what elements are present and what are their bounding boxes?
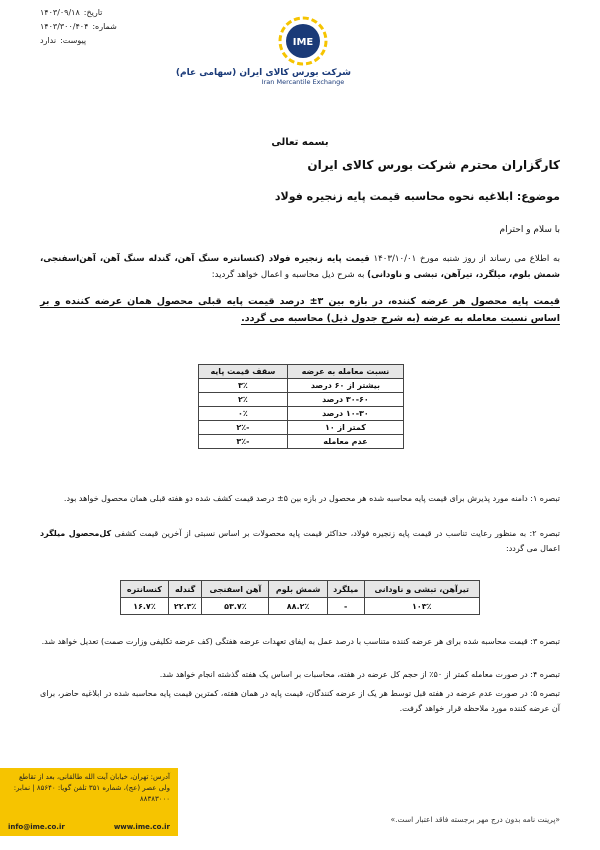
date-label: تاریخ: <box>83 8 103 17</box>
letter-meta <box>40 6 180 48</box>
cap-cell: ۰٪ <box>199 407 288 421</box>
ratio-cell: عدم معامله <box>287 435 403 449</box>
ratio-table <box>198 364 404 449</box>
footer-website[interactable]: www.ime.co.ir <box>113 823 170 831</box>
number-label: شماره: <box>92 22 117 31</box>
product-header: میلگرد <box>327 581 364 598</box>
table-row <box>199 435 404 449</box>
number-value: ۱۴۰۳/۳۰۰/۴۰۴ <box>40 22 89 31</box>
ratio-header-ratio: نسبت معامله به عرضه <box>287 365 403 379</box>
subject-line: موضوع: ابلاغیه نحوه محاسبه قیمت پایه زنجیره فولاد <box>274 190 560 203</box>
product-header: آهن اسفنجی <box>202 581 269 598</box>
intro-part-2: قیمت پایه زنجیره فولاد (کنسانتره سنگ آهن، گندله سنگ آهن، آهن‌اسفنجی، شمش بلوم، میلگرد، تیرآهن، تبشی و ناودانی) <box>40 254 560 280</box>
ratio-header-cap: سقف قیمت پایه <box>199 365 288 379</box>
addressee: کارگزاران محترم شرکت بورس کالای ایران <box>307 158 560 172</box>
ratio-cell: بیشتر از ۶۰ درصد <box>287 379 403 393</box>
ratio-cell: ۳۰-۶۰ درصد <box>287 393 403 407</box>
product-header: کنسانتره <box>121 581 169 598</box>
company-name-en: Iran Mercantile Exchange <box>261 78 345 86</box>
ime-logo <box>175 16 351 86</box>
ime-logo-icon <box>278 16 328 66</box>
cap-cell: ۲٪ <box>199 393 288 407</box>
note-5: تبصره ۵: در صورت عدم عرضه در هفته قبل توسط هر یک از عرضه کنندگان، قیمت پایه در همان هفته، کمترین قیمت پایه محاسبه شده در ابلاغیه حاضر، برای آن عرضه کننده مورد ملاحظه قرار خواهد گرفت. <box>40 689 560 713</box>
company-name-fa: شرکت بورس کالای ایران (سهامی عام) <box>175 68 351 78</box>
main-rule-paragraph <box>40 293 560 327</box>
note-4: تبصره ۴: در صورت معامله کمتر از ۵۰٪ از حجم کل عرضه در هفته، محاسبات بر اساس یک هفته گذشته انجام خواهد شد. <box>159 670 560 679</box>
note-1: تبصره ۱: دامنه مورد پذیرش برای قیمت پایه محاسبه شده هر محصول در بازه بین ۵± درصد قیمت کشف شده دو هفته قبلی همان محصول خواهد بود. <box>63 494 560 503</box>
note-2-part-1: تبصره ۲: به منظور رعایت تناسب در قیمت پایه زنجیره فولاد، حداکثر قیمت پایه محصولات بر اساس نسبتی از آخرین قیمت کشفی <box>114 529 561 538</box>
attachment-label: پیوست: <box>60 36 87 45</box>
product-value: ۸۸.۲٪ <box>269 598 328 615</box>
intro-paragraph <box>40 251 560 283</box>
ratio-cell: ۱۰-۳۰ درصد <box>287 407 403 421</box>
note-2-part-3: اعمال می گردد: <box>506 544 560 553</box>
cap-cell: -۳٪ <box>199 435 288 449</box>
product-value: ۱۰۳٪ <box>364 598 479 615</box>
note-2 <box>40 526 560 556</box>
product-header: گندله <box>168 581 202 598</box>
greeting: با سلام و احترام <box>499 225 560 235</box>
table-row <box>121 598 480 615</box>
product-ratio-table <box>120 580 480 615</box>
ratio-table-header <box>199 365 404 379</box>
attachment-value: ندارد <box>40 36 57 45</box>
table-row <box>199 379 404 393</box>
footer-address-box <box>0 768 178 836</box>
product-value: - <box>327 598 364 615</box>
product-value: ۵۳.۷٪ <box>202 598 269 615</box>
intro-part-3: به شرح ذیل محاسبه و اعمال خواهد گردید: <box>211 270 365 280</box>
ratio-cell: کمتر از ۱۰ <box>287 421 403 435</box>
date-value: ۱۴۰۳/۰۹/۱۸ <box>40 8 80 17</box>
footer-email[interactable]: info@ime.co.ir <box>8 823 65 831</box>
table-row <box>199 421 404 435</box>
basmala: بسمه تعالی <box>271 137 329 148</box>
product-value: ۱۶.۷٪ <box>121 598 169 615</box>
footer-contact <box>0 823 178 836</box>
main-rule-text: قیمت پایه محصول هر عرضه کننده، در بازه بین ۳± درصد قیمت پایه قبلی محصول همان عرضه کننده و بر اساس نسبت معامله به عرضه (به شرح جدول ذیل) محاسبه می گردد. <box>40 296 560 324</box>
product-table-header <box>121 581 480 598</box>
cap-cell: ۳٪ <box>199 379 288 393</box>
product-value: ۲۲.۳٪ <box>168 598 202 615</box>
product-header: تیرآهن، تبشی و ناودانی <box>364 581 479 598</box>
product-header: شمش بلوم <box>269 581 328 598</box>
table-row <box>199 393 404 407</box>
logo-mark-text: IME <box>292 37 314 48</box>
validity-footnote: «پرینت نامه بدون درج مهر برجسته فاقد اعتبار است.» <box>390 815 560 824</box>
intro-part-1: به اطلاع می رساند از روز شنبه مورخ ۱۴۰۳/۱۰/۰۱ <box>373 254 561 264</box>
note-3: تبصره ۳: قیمت محاسبه شده برای هر عرضه کننده متناسب با درصد عمل به ایفای تعهدات عرضه هفتگی (کف عرضه تکلیفی وزارت صمت) تعدیل خواهد شد. <box>41 637 560 646</box>
footer-address: آدرس: تهران، خیابان آیت الله طالقانی، بعد از تقاطع ولی عصر (عج)، شماره ۳۵۱ تلفن گویا: ۸۵۶۴۰ | نمابر: ۸۸۳۸۳۰۰۰ <box>13 773 170 803</box>
table-row <box>199 407 404 421</box>
note-2-part-2: کل‌محصول میلگرد <box>40 529 112 538</box>
cap-cell: -۲٪ <box>199 421 288 435</box>
